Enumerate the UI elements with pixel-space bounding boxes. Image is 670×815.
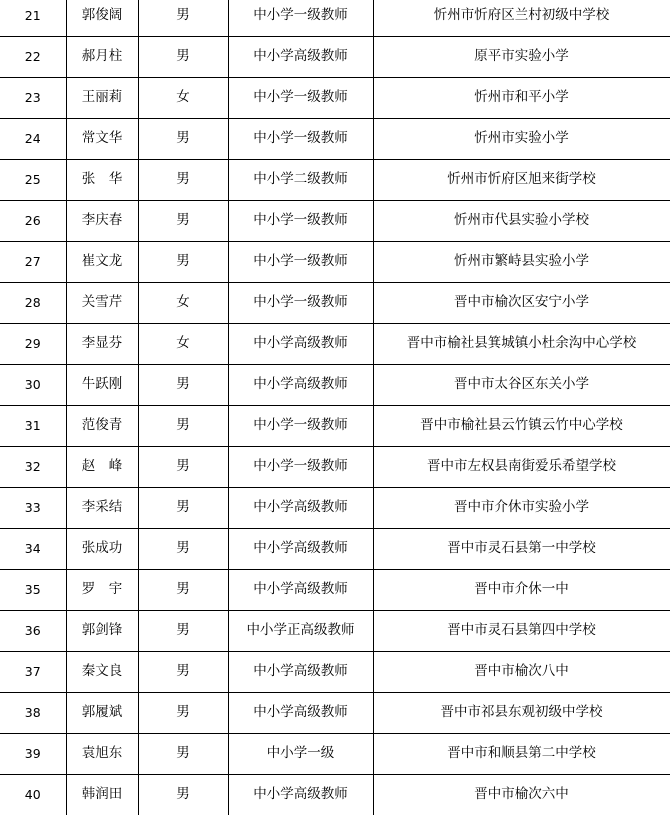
table-row	[0, 324, 670, 365]
teacher-name-cell: 韩润田	[66, 775, 138, 815]
row-number-cell: 33	[0, 488, 66, 529]
school-name-cell: 原平市实验小学	[373, 37, 670, 78]
table-row	[0, 406, 670, 447]
professional-title-cell: 中小学高级教师	[228, 365, 373, 406]
school-name-cell: 晋中市榆社县箕城镇小杜余沟中心学校	[373, 324, 670, 365]
teacher-name-cell: 崔文龙	[66, 242, 138, 283]
professional-title-cell: 中小学二级教师	[228, 160, 373, 201]
professional-title-cell: 中小学一级教师	[228, 283, 373, 324]
gender-cell: 男	[138, 365, 228, 406]
row-number-cell: 32	[0, 447, 66, 488]
row-number-cell: 30	[0, 365, 66, 406]
table-row	[0, 78, 670, 119]
gender-cell: 男	[138, 160, 228, 201]
professional-title-cell: 中小学高级教师	[228, 529, 373, 570]
professional-title-cell: 中小学高级教师	[228, 488, 373, 529]
teacher-name-cell: 罗 宇	[66, 570, 138, 611]
table-row	[0, 242, 670, 283]
table-row	[0, 529, 670, 570]
teacher-name-cell: 赵 峰	[66, 447, 138, 488]
teacher-name-cell: 郭剑锋	[66, 611, 138, 652]
row-number-cell: 23	[0, 78, 66, 119]
teacher-name-cell: 郭履斌	[66, 693, 138, 734]
row-number-cell: 27	[0, 242, 66, 283]
teacher-name-cell: 范俊青	[66, 406, 138, 447]
row-number-cell: 26	[0, 201, 66, 242]
teacher-name-cell: 张成功	[66, 529, 138, 570]
school-name-cell: 晋中市榆社县云竹镇云竹中心学校	[373, 406, 670, 447]
gender-cell: 男	[138, 775, 228, 815]
school-name-cell: 忻州市忻府区兰村初级中学校	[373, 0, 670, 37]
table-row	[0, 37, 670, 78]
row-number-cell: 25	[0, 160, 66, 201]
teacher-name-cell: 王丽莉	[66, 78, 138, 119]
row-number-cell: 29	[0, 324, 66, 365]
teacher-name-cell: 关雪芹	[66, 283, 138, 324]
row-number-cell: 37	[0, 652, 66, 693]
table-row	[0, 693, 670, 734]
table-row	[0, 160, 670, 201]
row-number-cell: 22	[0, 37, 66, 78]
table-row	[0, 0, 670, 37]
gender-cell: 男	[138, 693, 228, 734]
teacher-name-cell: 秦文良	[66, 652, 138, 693]
professional-title-cell: 中小学一级教师	[228, 0, 373, 37]
teacher-name-cell: 李庆春	[66, 201, 138, 242]
school-name-cell: 晋中市和顺县第二中学校	[373, 734, 670, 775]
school-name-cell: 忻州市繁峙县实验小学	[373, 242, 670, 283]
row-number-cell: 36	[0, 611, 66, 652]
table-row	[0, 488, 670, 529]
school-name-cell: 晋中市介休市实验小学	[373, 488, 670, 529]
school-name-cell: 忻州市实验小学	[373, 119, 670, 160]
professional-title-cell: 中小学高级教师	[228, 693, 373, 734]
school-name-cell: 晋中市灵石县第一中学校	[373, 529, 670, 570]
gender-cell: 男	[138, 611, 228, 652]
teacher-name-cell: 常文华	[66, 119, 138, 160]
school-name-cell: 晋中市榆次八中	[373, 652, 670, 693]
professional-title-cell: 中小学高级教师	[228, 775, 373, 815]
professional-title-cell: 中小学一级教师	[228, 406, 373, 447]
professional-title-cell: 中小学正高级教师	[228, 611, 373, 652]
gender-cell: 男	[138, 0, 228, 37]
professional-title-cell: 中小学一级教师	[228, 119, 373, 160]
gender-cell: 男	[138, 488, 228, 529]
teacher-name-cell: 袁旭东	[66, 734, 138, 775]
row-number-cell: 31	[0, 406, 66, 447]
gender-cell: 男	[138, 734, 228, 775]
professional-title-cell: 中小学高级教师	[228, 37, 373, 78]
row-number-cell: 21	[0, 0, 66, 37]
gender-cell: 男	[138, 570, 228, 611]
professional-title-cell: 中小学高级教师	[228, 570, 373, 611]
professional-title-cell: 中小学一级	[228, 734, 373, 775]
row-number-cell: 24	[0, 119, 66, 160]
table-row	[0, 365, 670, 406]
gender-cell: 男	[138, 652, 228, 693]
professional-title-cell: 中小学一级教师	[228, 242, 373, 283]
teacher-name-cell: 张 华	[66, 160, 138, 201]
gender-cell: 男	[138, 37, 228, 78]
row-number-cell: 35	[0, 570, 66, 611]
gender-cell: 女	[138, 283, 228, 324]
table-row	[0, 447, 670, 488]
table-row	[0, 283, 670, 324]
table-row	[0, 119, 670, 160]
table-row	[0, 734, 670, 775]
gender-cell: 男	[138, 447, 228, 488]
gender-cell: 男	[138, 529, 228, 570]
school-name-cell: 晋中市灵石县第四中学校	[373, 611, 670, 652]
professional-title-cell: 中小学高级教师	[228, 652, 373, 693]
professional-title-cell: 中小学一级教师	[228, 78, 373, 119]
gender-cell: 女	[138, 324, 228, 365]
table-row	[0, 775, 670, 815]
gender-cell: 男	[138, 406, 228, 447]
table-row	[0, 611, 670, 652]
school-name-cell: 晋中市祁县东观初级中学校	[373, 693, 670, 734]
teacher-name-cell: 郝月柱	[66, 37, 138, 78]
teacher-name-cell: 李采结	[66, 488, 138, 529]
professional-title-cell: 中小学高级教师	[228, 324, 373, 365]
school-name-cell: 忻州市忻府区旭来街学校	[373, 160, 670, 201]
school-name-cell: 忻州市代县实验小学校	[373, 201, 670, 242]
gender-cell: 男	[138, 201, 228, 242]
row-number-cell: 28	[0, 283, 66, 324]
table-row	[0, 652, 670, 693]
teacher-name-cell: 牛跃刚	[66, 365, 138, 406]
school-name-cell: 忻州市和平小学	[373, 78, 670, 119]
school-name-cell: 晋中市左权县南街爱乐希望学校	[373, 447, 670, 488]
school-name-cell: 晋中市榆次六中	[373, 775, 670, 815]
gender-cell: 男	[138, 242, 228, 283]
row-number-cell: 38	[0, 693, 66, 734]
school-name-cell: 晋中市太谷区东关小学	[373, 365, 670, 406]
professional-title-cell: 中小学一级教师	[228, 447, 373, 488]
school-name-cell: 晋中市介休一中	[373, 570, 670, 611]
teacher-name-cell: 李显芬	[66, 324, 138, 365]
table-row	[0, 570, 670, 611]
gender-cell: 女	[138, 78, 228, 119]
row-number-cell: 39	[0, 734, 66, 775]
row-number-cell: 40	[0, 775, 66, 815]
school-name-cell: 晋中市榆次区安宁小学	[373, 283, 670, 324]
row-number-cell: 34	[0, 529, 66, 570]
gender-cell: 男	[138, 119, 228, 160]
professional-title-cell: 中小学一级教师	[228, 201, 373, 242]
teacher-name-cell: 郭俊阔	[66, 0, 138, 37]
table-row	[0, 201, 670, 242]
